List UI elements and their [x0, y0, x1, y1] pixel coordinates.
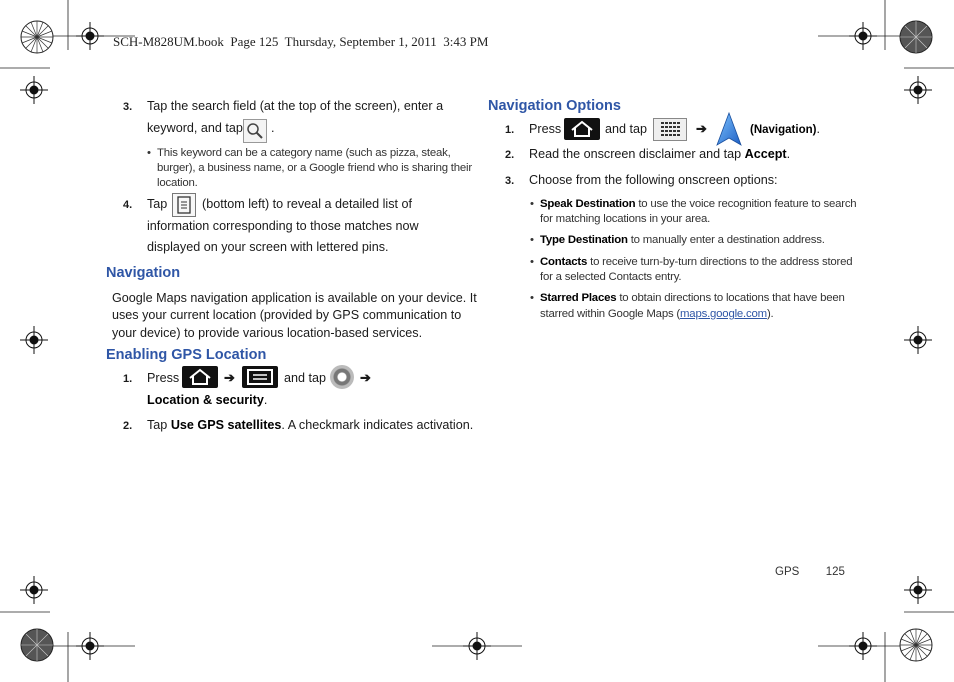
arrow-icon: ➔ — [696, 121, 707, 136]
type-destination-label: Type Destination — [540, 234, 628, 246]
speak-destination-label: Speak Destination — [540, 198, 636, 210]
starred-desc-1: to obtain directions to locations that have been — [619, 292, 845, 304]
option-contacts-line2: for a selected Contacts entry. — [540, 271, 682, 283]
step3-note-line2: burger), a business name, or a Google friend who is sharing their — [157, 162, 472, 174]
list-icon — [172, 193, 196, 217]
gps-heading: Enabling GPS Location — [106, 347, 267, 363]
period: . — [786, 147, 791, 161]
gps-step2 — [147, 415, 473, 436]
step-number: 1. — [123, 373, 133, 385]
menu-key-icon — [242, 366, 278, 388]
nav-step2 — [529, 144, 790, 165]
nav-step3: Choose from the following onscreen options: — [529, 173, 778, 187]
arrow-icon: ➔ — [360, 370, 371, 385]
footer-section: GPS — [775, 566, 800, 578]
step2-rest: . A checkmark indicates activation. — [281, 418, 474, 432]
step-number: 1. — [505, 124, 515, 136]
step2-tap: Tap — [147, 418, 168, 432]
option-contacts-line1 — [540, 254, 852, 270]
use-gps-satellites-label: Use GPS satellites — [170, 418, 282, 432]
page-footer — [775, 566, 845, 578]
nav-step1-end — [750, 119, 820, 141]
contacts-label: Contacts — [540, 256, 588, 268]
navigation-heading: Navigation — [106, 265, 181, 281]
starred-end: ). — [766, 308, 774, 320]
step-number: 3. — [505, 175, 515, 187]
arrow-icon: ➔ — [224, 370, 235, 385]
home-key-icon — [182, 366, 218, 388]
starred-desc-2: starred within Google Maps ( — [540, 308, 681, 320]
option-starred-line2 — [540, 306, 774, 322]
speak-desc-1: to use the voice recognition feature to search — [638, 198, 857, 210]
step4-tap: Tap — [147, 197, 168, 211]
period: . — [816, 122, 820, 136]
print-slug — [113, 34, 488, 50]
option-starred-line1 — [540, 290, 845, 306]
navigation-label: (Navigation) — [750, 124, 817, 136]
period: . — [263, 393, 268, 407]
navigation-para-line1: Google Maps navigation application is available on your device. It — [112, 291, 477, 305]
contacts-desc-1: to receive turn-by-turn directions to the address stored — [590, 256, 853, 268]
step3-period: . — [271, 121, 275, 135]
step4-line3: displayed on your screen with lettered pins. — [147, 240, 389, 254]
navigation-para-line3: your device) to provide various location-based services. — [112, 326, 423, 340]
step4-line1: (bottom left) to reveal a detailed list of — [202, 197, 412, 211]
step-number: 3. — [123, 101, 133, 113]
navigation-para-line2: uses your current location (provided by GPS communication to — [112, 308, 462, 322]
gps-press: Press — [147, 371, 180, 385]
step-number: 4. — [123, 199, 133, 211]
step2-text: Read the onscreen disclaimer and tap — [529, 147, 742, 161]
maps-google-link[interactable]: maps.google.com — [680, 308, 767, 320]
slug-date: Thursday, September 1, 2011 — [284, 34, 437, 49]
gps-step1-line2 — [147, 390, 267, 411]
navigation-options-heading: Navigation Options — [488, 98, 621, 114]
slug-file: SCH-M828UM.book — [113, 34, 224, 49]
option-speak-line2: for matching locations in your area. — [540, 213, 711, 225]
step3-note-line1: • This keyword can be a category name (such as pizza, steak, — [157, 145, 451, 161]
starred-places-label: Starred Places — [540, 292, 617, 304]
nav-press: Press — [529, 122, 562, 136]
home-key-icon — [564, 118, 600, 140]
settings-icon — [330, 365, 354, 389]
option-speak-line1 — [540, 196, 856, 212]
type-desc: to manually enter a destination address. — [630, 234, 825, 246]
footer-page-number: 125 — [825, 566, 845, 578]
step3-note-line3: location. — [157, 177, 198, 189]
step4-line2: information corresponding to those matches now — [147, 219, 419, 233]
slug-time: 3:43 PM — [443, 34, 489, 49]
accept-label: Accept — [744, 147, 787, 161]
slug-page: Page 125 — [230, 34, 279, 49]
gps-and-tap: and tap — [284, 371, 327, 385]
option-type — [540, 232, 825, 248]
step3-line1: Tap the search field (at the top of the screen), enter a — [147, 99, 444, 113]
apps-grid-icon — [653, 118, 687, 141]
step3-line2: keyword, and tap — [147, 121, 243, 135]
search-icon — [243, 119, 267, 143]
navigation-app-icon — [716, 112, 742, 146]
location-security-label: Location & security — [147, 393, 264, 407]
step-number: 2. — [505, 149, 515, 161]
step-number: 2. — [123, 420, 133, 432]
nav-and-tap: and tap — [605, 122, 648, 136]
